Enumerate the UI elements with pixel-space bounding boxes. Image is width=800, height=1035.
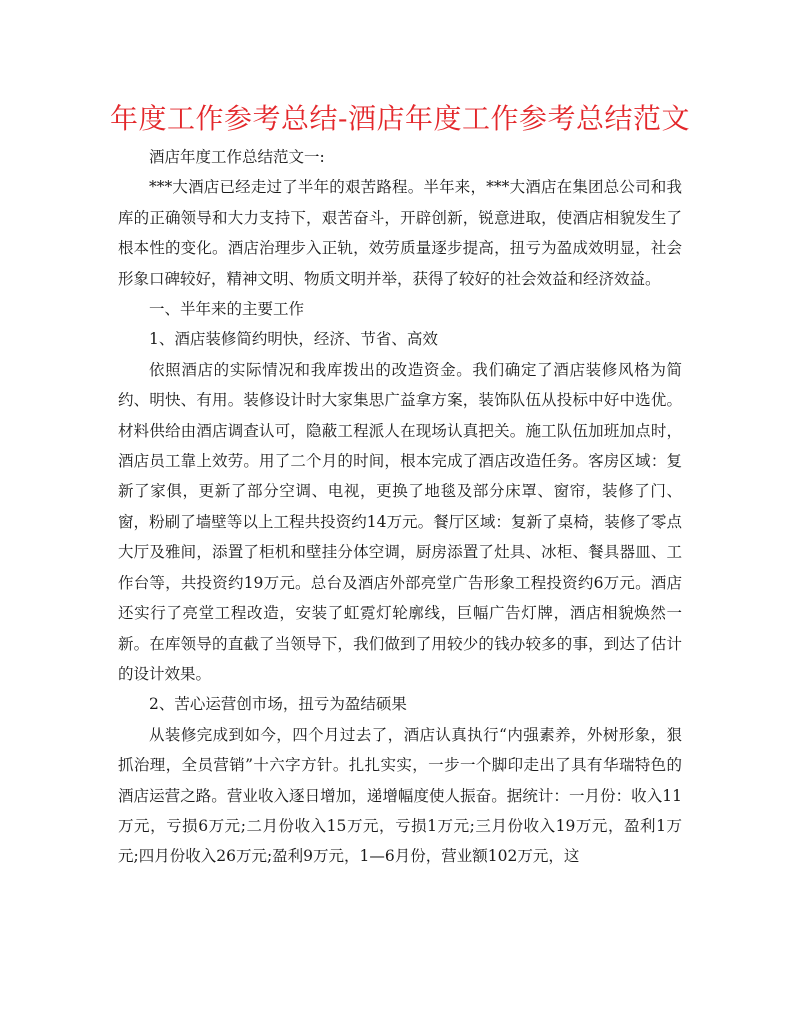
document-body [118, 142, 682, 872]
subsection-heading-operations: 2、苦心运营创市场，扭亏为盈结硕果 [149, 695, 407, 714]
paragraph-operations: 从装修完成到如今，四个月过去了，酒店认真执行“内强素养，外树形象，狠抓治理，全员营销”十六字方针。扎扎实实，一步一个脚印走出了具有华瑞特色的酒店运营之路。营业收入逐日增加，递增幅度使人振奋。据统计：一月份：收入11万元，亏损6万元;二月份收入15万元，亏损1万元;三月份收入19万元，盈利1万元;四月份收入26万元;盈利9万元，1—6月份，营业额102万元，这 [118, 725, 682, 866]
section-heading-main-work: 一、半年来的主要工作 [149, 300, 305, 319]
document-title: 年度工作参考总结-酒店年度工作参考总结范文 [110, 102, 690, 135]
paragraph-overview: ***大酒店已经走过了半年的艰苦路程。半年来，***大酒店在集团总公司和我库的正确领导和大力支持下，艰苦奋斗，开辟创新，锐意进取，使酒店相貌发生了根本性的变化。酒店治理步入正轨，效劳质量逐步提高，扭亏为盈成效明显，社会形象口碑较好，精神文明、物质文明并举，获得了较好的社会效益和经济效益。 [118, 178, 682, 288]
subsection-heading-renovation: 1、酒店装修简约明快，经济、节省、高效 [149, 330, 438, 349]
paragraph-renovation: 依照酒店的实际情况和我库拨出的改造资金。我们确定了酒店装修风格为简约、明快、有用。装修设计时大家集思广益拿方案，装饰队伍从投标中好中选优。材料供给由酒店调查认可，隐蔽工程派人在现场认真把关。施工队伍加班加点时，酒店员工靠上效劳。用了二个月的时间，根本完成了酒店改造任务。客房区域：复新了家俱，更新了部分空调、电视，更换了地毯及部分床罩、窗帘，装修了门、窗，粉刷了墙壁等以上工程共投资约14万元。餐厅区域：复新了桌椅，装修了零点大厅及雅间，添置了柜机和壁挂分体空调，厨房添置了灶具、冰柜、餐具器皿、工作台等，共投资约19万元。总台及酒店外部亮堂广告形象工程投资约6万元。酒店还实行了亮堂工程改造，安装了虹霓灯轮廓线，巨幅广告灯牌，酒店相貌焕然一新。在库领导的直截了当领导下，我们做到了用较少的钱办较多的事，到达了估计的设计效果。 [118, 360, 682, 683]
paragraph-intro-heading: 酒店年度工作总结范文一: [149, 148, 325, 166]
